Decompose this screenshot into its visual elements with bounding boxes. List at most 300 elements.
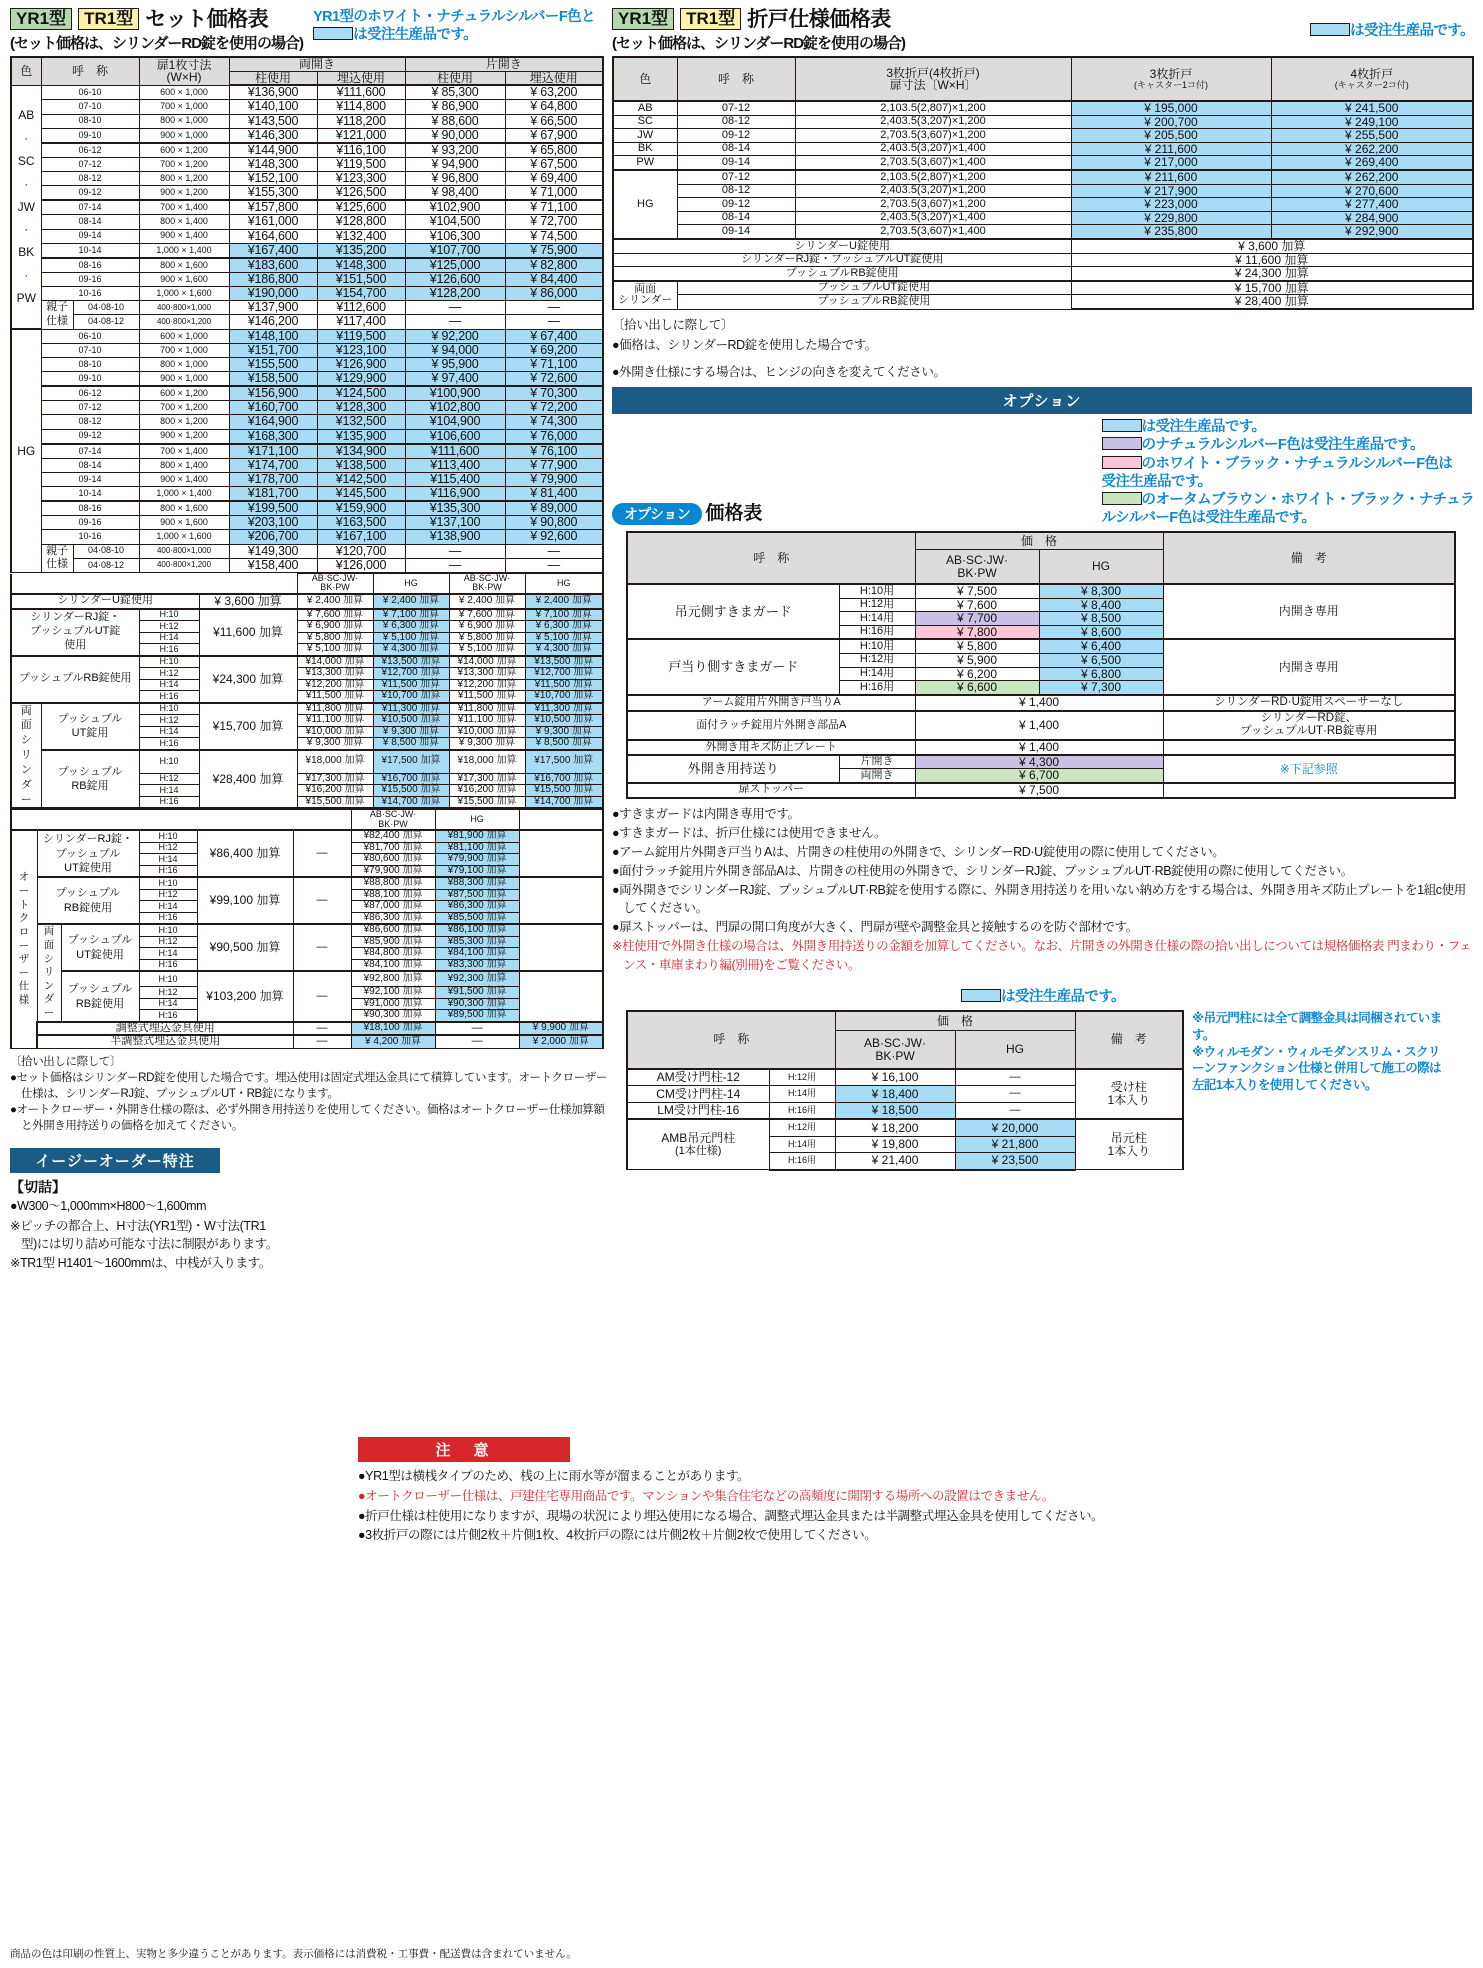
post-height: H:16用	[769, 1153, 835, 1170]
ac-flat: ¥99,100 加算	[197, 877, 293, 924]
page-footnote: 商品の色は印刷の性質上、実物と多少違うことがあります。表示価格には消費税・工事費・配送費は含まれていません。	[10, 1948, 577, 1961]
legend-3: 受注生産品です。	[1101, 473, 1212, 490]
cell-single-embed: ¥ 79,900	[505, 472, 603, 486]
table-row	[11, 703, 603, 715]
fold-extra-label: シリンダーU錠使用	[613, 239, 1071, 253]
pth-remark: 備 考	[1075, 1011, 1183, 1069]
cell-double-embed: ¥163,500	[317, 516, 405, 530]
lock-header-row	[11, 574, 603, 594]
post-price-b: ¥ 20,000	[955, 1119, 1075, 1136]
th-single-post: 柱使用	[405, 71, 505, 85]
opt-price-a: ¥ 7,700	[915, 612, 1039, 626]
caution-bar: 注 意	[358, 1437, 570, 1462]
table-row	[613, 170, 1473, 184]
lock-height: H:12	[139, 715, 199, 727]
fold-color: SC	[613, 115, 677, 129]
lock-cell: ¥17,300 加算	[449, 773, 525, 785]
ac-cell: ¥92,100 加算	[351, 987, 435, 999]
table-row	[11, 357, 603, 371]
lock-height: H:16	[139, 644, 199, 656]
cell-name: 09-10	[41, 372, 139, 387]
ac-row-label: プッシュプル RB錠使用	[37, 877, 139, 924]
cell-single-post: —	[405, 558, 505, 572]
table-row	[613, 281, 1473, 295]
cell-name: 07-10	[41, 100, 139, 114]
easy-order-item-1: ※ピッチの都合上、H寸法(YR1型)・W寸法(TR1型)には切り詰め可能な寸法に制限があります。	[10, 1218, 278, 1251]
table-row	[11, 315, 603, 329]
cell-single-post: ¥125,000	[405, 258, 505, 273]
cell-double-embed: ¥151,500	[317, 272, 405, 286]
opt-group-label: 戸当り側すきまガード	[627, 639, 839, 694]
cell-name: 09-16	[41, 516, 139, 530]
lock-cell: ¥11,500 加算	[373, 679, 449, 691]
fold-price-3: ¥ 235,800	[1071, 225, 1271, 239]
cell-single-post: ¥111,600	[405, 444, 505, 459]
lock-cell: ¥ 5,800 加算	[297, 632, 373, 644]
ac-footer-label: 調整式埋込金具使用	[37, 1022, 293, 1036]
table-row	[11, 877, 603, 889]
lock-cell: ¥13,500 加算	[373, 656, 449, 668]
fold-table-title: 折戸仕様価格表	[747, 8, 891, 31]
cell-single-post: ¥104,900	[405, 415, 505, 429]
cell-single-embed: —	[505, 301, 603, 315]
table-row	[11, 343, 603, 357]
table-row	[11, 609, 603, 621]
ac-cell: ¥92,800 加算	[351, 971, 435, 986]
fold-name: 07-12	[677, 170, 795, 184]
pickup-notes-title: 〔拾い出しに際して〕	[10, 1055, 121, 1068]
lock-cell: ¥16,700 加算	[373, 773, 449, 785]
opt-price-b: ¥ 7,300	[1039, 681, 1163, 695]
ac-cell: ¥86,100 加算	[435, 924, 519, 936]
cell-size: 800 × 1,400	[139, 215, 229, 229]
fold-price-4: ¥ 241,500	[1271, 101, 1473, 115]
cell-single-embed: ¥ 76,000	[505, 429, 603, 444]
fold-name: 09-12	[677, 198, 795, 212]
post-table-head	[627, 1011, 1183, 1069]
cell-size: 600 × 1,200	[139, 386, 229, 401]
cell-name: 04·08-10	[73, 301, 139, 315]
option-pill: オプション	[612, 503, 702, 525]
table-row	[11, 458, 603, 472]
cell-name: 08-16	[41, 258, 139, 273]
fold-name: 08-14	[677, 142, 795, 156]
ac-height: H:10	[139, 924, 197, 936]
fold-size: 2,703.5(3,607)×1,400	[795, 156, 1071, 170]
opt-stopper-remark	[1163, 783, 1455, 798]
post-side-note-0: ※吊元門柱には全て調整金具は同梱されています。	[1192, 1010, 1442, 1042]
cell-double-post: ¥164,900	[229, 415, 317, 429]
fold-color: JW	[613, 129, 677, 143]
post-price-b: ¥ 21,800	[955, 1136, 1075, 1152]
pth-group-a: AB·SC·JW· BK·PW	[835, 1031, 955, 1069]
table-row	[627, 584, 1455, 598]
lock-cell: ¥ 6,900 加算	[297, 621, 373, 633]
lock-cell: ¥ 2,400 加算	[525, 594, 603, 609]
opt-mochiokuri-remark: ※下記参照	[1163, 755, 1455, 783]
lock-cell: ¥13,300 加算	[449, 668, 525, 680]
left-column	[10, 8, 610, 1273]
cell-size: 900 × 1,000	[139, 128, 229, 143]
cell-single-post: ¥ 85,300	[405, 85, 505, 100]
cell-name: 10-14	[41, 243, 139, 258]
cell-single-post: ¥102,900	[405, 200, 505, 215]
easy-order-item-0: ●W300～1,000mm×H800～1,600mm	[10, 1199, 207, 1214]
fold-name: 09-14	[677, 156, 795, 170]
cell-size: 800 × 1,200	[139, 172, 229, 186]
caution-item-2: ●折戸仕様は柱使用になりますが、現場の状況により埋込使用になる場合、調整式埋込金具または半調整式埋込金具を使用してください。	[358, 1508, 1104, 1523]
cell-name: 06-12	[41, 143, 139, 158]
ac-height: H:12	[139, 936, 197, 948]
lock-cell: ¥ 6,300 加算	[373, 621, 449, 633]
lock-cell: ¥12,700 加算	[525, 668, 603, 680]
cell-single-embed: ¥ 71,000	[505, 186, 603, 201]
lock-cell: ¥17,500 加算	[373, 750, 449, 774]
ac-cell: ¥83,300 加算	[435, 959, 519, 971]
set-price-table	[10, 56, 604, 573]
ac-blank	[519, 971, 603, 1021]
oth-remark: 備 考	[1163, 532, 1455, 584]
lock-height: H:14	[139, 679, 199, 691]
fold-note-0: ●価格は、シリンダーRD錠を使用した場合です。	[612, 337, 877, 352]
cell-double-embed: ¥125,600	[317, 200, 405, 215]
post-table-body	[627, 1069, 1183, 1170]
opt-height: H:10用	[839, 639, 915, 653]
cell-size: 400·800×1,000	[139, 544, 229, 558]
lock-cell: ¥ 5,100 加算	[449, 644, 525, 656]
fold-table-head	[613, 57, 1473, 101]
opt-note-6: ※柱使用で外開き仕様の場合は、外開き用持送りの金額を加算してください。なお、片開きの外開き仕様の際の拾い出しについては規格価格表 門まわり・フェンス・車庫まわり編(別冊)をご覧ください。	[612, 939, 1472, 972]
table-row	[613, 225, 1473, 239]
opt-single-remark	[1163, 740, 1455, 755]
lock-cell: ¥16,200 加算	[297, 785, 373, 797]
both-cylinder-label: 両 面 シ リ ン ダ ー	[11, 703, 41, 808]
cell-single-embed: ¥ 77,900	[505, 458, 603, 472]
table-row	[627, 1069, 1183, 1086]
post-side-notes	[1192, 1010, 1448, 1154]
cell-single-post: ¥100,900	[405, 386, 505, 401]
lock-cell: ¥12,200 加算	[449, 679, 525, 691]
lock-height: H:14	[139, 632, 199, 644]
cell-single-post: ¥115,400	[405, 472, 505, 486]
fold-price-3: ¥ 217,000	[1071, 156, 1271, 170]
th-door-size: 扉1枚寸法 (W×H)	[139, 57, 229, 85]
cell-single-embed: ¥ 86,000	[505, 287, 603, 301]
table-row	[627, 711, 1455, 741]
cell-name: 10-16	[41, 530, 139, 544]
green-swatch-icon	[1102, 492, 1142, 505]
cell-double-post: ¥186,800	[229, 272, 317, 286]
lock-cell: ¥15,500 加算	[449, 796, 525, 808]
ac-cell: ¥84,100 加算	[435, 948, 519, 960]
cell-single-post: ¥ 94,900	[405, 157, 505, 171]
ac-height: H:16	[139, 865, 197, 877]
ac-blank	[519, 830, 603, 877]
ac-cell: ¥84,800 加算	[351, 948, 435, 960]
post-price-a: ¥ 19,800	[835, 1136, 955, 1152]
table-row	[11, 830, 603, 842]
cell-double-post: ¥167,400	[229, 243, 317, 258]
ac-cell: ¥87,000 加算	[351, 901, 435, 913]
cell-single-post: —	[405, 544, 505, 558]
ac-height: H:14	[139, 998, 197, 1010]
th-double: 両開き	[229, 57, 405, 71]
ac-height: H:10	[139, 830, 197, 842]
cell-single-embed: ¥ 67,900	[505, 128, 603, 143]
post-height: H:16用	[769, 1102, 835, 1119]
lock-cell: ¥15,500 加算	[525, 785, 603, 797]
pickup-notes	[10, 1055, 610, 1135]
cell-double-post: ¥146,300	[229, 128, 317, 143]
lock-height: H:12	[139, 621, 199, 633]
fold-tag-yr1: YR1型	[612, 8, 674, 30]
ac-cell: ¥79,900 加算	[435, 854, 519, 866]
cell-double-post: ¥158,500	[229, 372, 317, 387]
ac-cell: ¥86,300 加算	[435, 901, 519, 913]
lock-height: H:12	[139, 668, 199, 680]
legend-0: は受注生産品です。	[1102, 418, 1474, 436]
cell-single-post: ¥135,300	[405, 501, 505, 516]
ac-flat: ¥90,500 加算	[197, 924, 293, 971]
fold-both-label: プッシュプルRB錠使用	[677, 295, 1071, 309]
table-row	[11, 229, 603, 243]
lock-cell: ¥ 2,400 加算	[373, 594, 449, 609]
ac-cell: ¥84,100 加算	[351, 959, 435, 971]
fold-table-title-row	[612, 8, 1474, 53]
caution-item-0: ●YR1型は横桟タイプのため、桟の上に雨水等が溜まることがあります。	[358, 1469, 750, 1483]
table-row	[613, 295, 1473, 309]
table-row	[11, 594, 603, 609]
ac-flat: ¥86,400 加算	[197, 830, 293, 877]
fold-color: HG	[613, 170, 677, 239]
post-price-b: —	[955, 1086, 1075, 1102]
oth-group-a: AB·SC·JW· BK·PW	[915, 550, 1039, 584]
ac-cell: ¥80,600 加算	[351, 854, 435, 866]
post-price-a: ¥ 21,400	[835, 1153, 955, 1170]
cell-size: 900 × 1,000	[139, 372, 229, 387]
cell-double-post: ¥152,100	[229, 172, 317, 186]
auto-closer-body	[11, 809, 603, 1048]
lock-height: H:10	[139, 750, 199, 774]
lock-head-b2: HG	[525, 574, 603, 594]
lock-height: H:16	[139, 796, 199, 808]
post-height: H:14用	[769, 1086, 835, 1102]
cell-single-embed: ¥ 90,800	[505, 516, 603, 530]
lock-cell: ¥11,800 加算	[297, 703, 373, 715]
table-row	[11, 530, 603, 544]
ac-height: H:10	[139, 971, 197, 986]
cell-double-embed: ¥129,900	[317, 372, 405, 387]
th-double-post: 柱使用	[229, 71, 317, 85]
ac-row-label: プッシュプル RB錠使用	[61, 971, 139, 1021]
post-price-a: ¥ 16,100	[835, 1069, 955, 1086]
table-row	[11, 114, 603, 128]
cell-single-embed: ¥ 92,600	[505, 530, 603, 544]
cell-size: 400·800×1,200	[139, 558, 229, 572]
cell-single-embed: ¥ 82,800	[505, 258, 603, 273]
table-row	[11, 1022, 603, 1036]
easy-order-bar: イージーオーダー特注	[10, 1148, 220, 1173]
cell-double-embed: ¥116,100	[317, 143, 405, 158]
lock-cell: ¥16,200 加算	[449, 785, 525, 797]
cell-size: 700 × 1,000	[139, 343, 229, 357]
opt-stopper-price: ¥ 7,500	[915, 783, 1163, 798]
lock-head-a1: AB·SC·JW· BK·PW	[297, 574, 373, 594]
option-legend	[1102, 418, 1474, 527]
cell-name: 07-14	[41, 200, 139, 215]
ac-height: H:12	[139, 889, 197, 901]
post-table-row	[626, 1010, 1474, 1168]
post-price-a: ¥ 18,200	[835, 1119, 955, 1136]
cell-double-post: ¥155,300	[229, 186, 317, 201]
pth-group-b: HG	[955, 1031, 1075, 1069]
lock-cell: ¥ 7,600 加算	[297, 609, 373, 621]
lock-cell: ¥10,700 加算	[373, 691, 449, 703]
lock-cell: ¥11,300 加算	[525, 703, 603, 715]
cell-name: 06-10	[41, 85, 139, 100]
fold-both-value: ¥ 15,700 加算	[1071, 281, 1473, 295]
lock-cell: ¥13,300 加算	[297, 668, 373, 680]
ac-height: H:14	[139, 948, 197, 960]
opt-single-label: アーム錠用片外開き戸当りA	[627, 695, 915, 711]
color-group-label: AB · SC · JW · BK · PW	[11, 85, 41, 329]
cell-double-embed: ¥138,500	[317, 458, 405, 472]
cell-name: 09-14	[41, 472, 139, 486]
opt-mochiokuri-price: ¥ 4,300	[915, 755, 1163, 769]
cell-single-embed: ¥ 72,200	[505, 401, 603, 415]
cell-size: 800 × 1,600	[139, 258, 229, 273]
th-single-embed: 埋込使用	[505, 71, 603, 85]
lock-cell: ¥14,000 加算	[449, 656, 525, 668]
post-height: H:14用	[769, 1136, 835, 1152]
lock-height: H:16	[139, 691, 199, 703]
lock-cell: ¥14,700 加算	[373, 796, 449, 808]
fold-price-4: ¥ 284,900	[1271, 211, 1473, 225]
ac-height: H:16	[139, 912, 197, 924]
color-group-label: HG	[11, 329, 41, 572]
fold-extra-value: ¥ 11,600 加算	[1071, 253, 1473, 267]
cell-double-post: ¥136,900	[229, 85, 317, 100]
cell-name: 08-10	[41, 357, 139, 371]
post-note: は受注生産品です。	[961, 989, 1125, 1005]
post-price-b: ¥ 23,500	[955, 1153, 1075, 1170]
ac-height: H:10	[139, 877, 197, 889]
cell-double-embed: ¥117,400	[317, 315, 405, 329]
fold-price-3: ¥ 211,600	[1071, 142, 1271, 156]
cell-single-embed: ¥ 69,400	[505, 172, 603, 186]
table-row	[613, 239, 1473, 253]
cell-double-post: ¥158,400	[229, 558, 317, 572]
opt-height: H:16用	[839, 625, 915, 639]
cell-single-post: ¥ 95,900	[405, 357, 505, 371]
cell-double-post: ¥168,300	[229, 429, 317, 444]
table-row	[11, 386, 603, 401]
cell-single-embed: ¥ 74,500	[505, 229, 603, 243]
fold-price-4: ¥ 292,900	[1271, 225, 1473, 239]
post-remark: 吊元柱 1本入り	[1075, 1119, 1183, 1169]
legend-1: のナチュラルシルバーF色は受注生産品です。	[1102, 436, 1474, 454]
lock-cell: ¥11,500 加算	[297, 691, 373, 703]
cell-size: 400·800×1,200	[139, 315, 229, 329]
cell-single-post: ¥ 94,000	[405, 343, 505, 357]
cell-single-embed: —	[505, 315, 603, 329]
cell-double-post: ¥203,100	[229, 516, 317, 530]
cell-single-embed: ¥ 66,500	[505, 114, 603, 128]
opt-note-1: ●すきまガードは、折戸仕様には使用できません。	[612, 825, 887, 840]
ac-height: H:12	[139, 842, 197, 854]
opt-group-label: 吊元側すきまガード	[627, 584, 839, 639]
opt-price-b: ¥ 6,800	[1039, 667, 1163, 681]
oth-name: 呼 称	[627, 532, 915, 584]
opt-height: H:10用	[839, 584, 915, 598]
table-row	[627, 639, 1455, 653]
cell-double-embed: ¥112,600	[317, 301, 405, 315]
cell-name: 07-12	[41, 157, 139, 171]
option-table-body	[627, 584, 1455, 798]
cell-single-post: ¥ 98,400	[405, 186, 505, 201]
ac-cell: ¥86,600 加算	[351, 924, 435, 936]
post-side-note-1: ※ウィルモダン・ウィルモダンスリム・スクリーンファンクション仕様と併用して施工の際は左記1本入りを使用してください。	[1192, 1044, 1441, 1093]
post-price-a: ¥ 18,400	[835, 1086, 955, 1102]
fold-price-4: ¥ 255,500	[1271, 129, 1473, 143]
ac-cell: ¥85,500 加算	[435, 912, 519, 924]
ac-cell: ¥88,100 加算	[351, 889, 435, 901]
cell-single-post: ¥116,900	[405, 487, 505, 502]
table-row	[627, 783, 1455, 798]
fold-name: 09-12	[677, 129, 795, 143]
cell-name: 08-12	[41, 172, 139, 186]
fold-price-4: ¥ 270,600	[1271, 184, 1473, 198]
cell-double-embed: ¥119,500	[317, 329, 405, 343]
opt-price-a: ¥ 5,900	[915, 653, 1039, 667]
cell-single-embed: ¥ 67,400	[505, 329, 603, 343]
lock-cell: ¥18,000 加算	[449, 750, 525, 774]
cell-double-post: ¥148,300	[229, 157, 317, 171]
lock-cell: ¥ 2,400 加算	[297, 594, 373, 609]
cell-single-embed: ¥ 69,200	[505, 343, 603, 357]
fold-notes-title: 〔拾い出しに際して〕	[612, 318, 734, 332]
table-row	[11, 924, 603, 936]
table-row	[613, 267, 1473, 281]
ac-height: H:16	[139, 959, 197, 971]
table-row	[11, 200, 603, 215]
cell-single-post: ¥126,600	[405, 272, 505, 286]
lock-cell: ¥ 7,100 加算	[525, 609, 603, 621]
lock-flat: ¥11,600 加算	[199, 609, 297, 656]
cell-name: 09-12	[41, 429, 139, 444]
fold-tag-tr1: TR1型	[680, 8, 741, 30]
opt-price-b: ¥ 8,300	[1039, 584, 1163, 598]
fth-size: 3枚折戸(4枚折戸) 扉寸法〔W×H〕	[795, 57, 1071, 101]
th-double-embed: 埋込使用	[317, 71, 405, 85]
post-name: CM受け門柱-14	[627, 1086, 769, 1102]
cell-double-post: ¥155,500	[229, 357, 317, 371]
cell-double-post: ¥146,200	[229, 315, 317, 329]
table-row	[11, 750, 603, 774]
cell-double-embed: ¥111,600	[317, 85, 405, 100]
cell-double-post: ¥144,900	[229, 143, 317, 158]
opt-stopper-label: 扉ストッパー	[627, 783, 915, 798]
lock-cell: ¥16,700 加算	[525, 773, 603, 785]
cell-single-post: ¥107,700	[405, 243, 505, 258]
cell-double-embed: ¥114,800	[317, 100, 405, 114]
opt-single-label: 面付ラッチ錠用片外開き部品A	[627, 711, 915, 741]
lock-cell: ¥14,000 加算	[297, 656, 373, 668]
cell-name: 08-14	[41, 215, 139, 229]
legend-4: のオータムブラウン・ホワイト・ブラック・ナチュラ	[1102, 491, 1474, 509]
lock-height: H:14	[139, 726, 199, 738]
opt-height: H:12用	[839, 598, 915, 612]
